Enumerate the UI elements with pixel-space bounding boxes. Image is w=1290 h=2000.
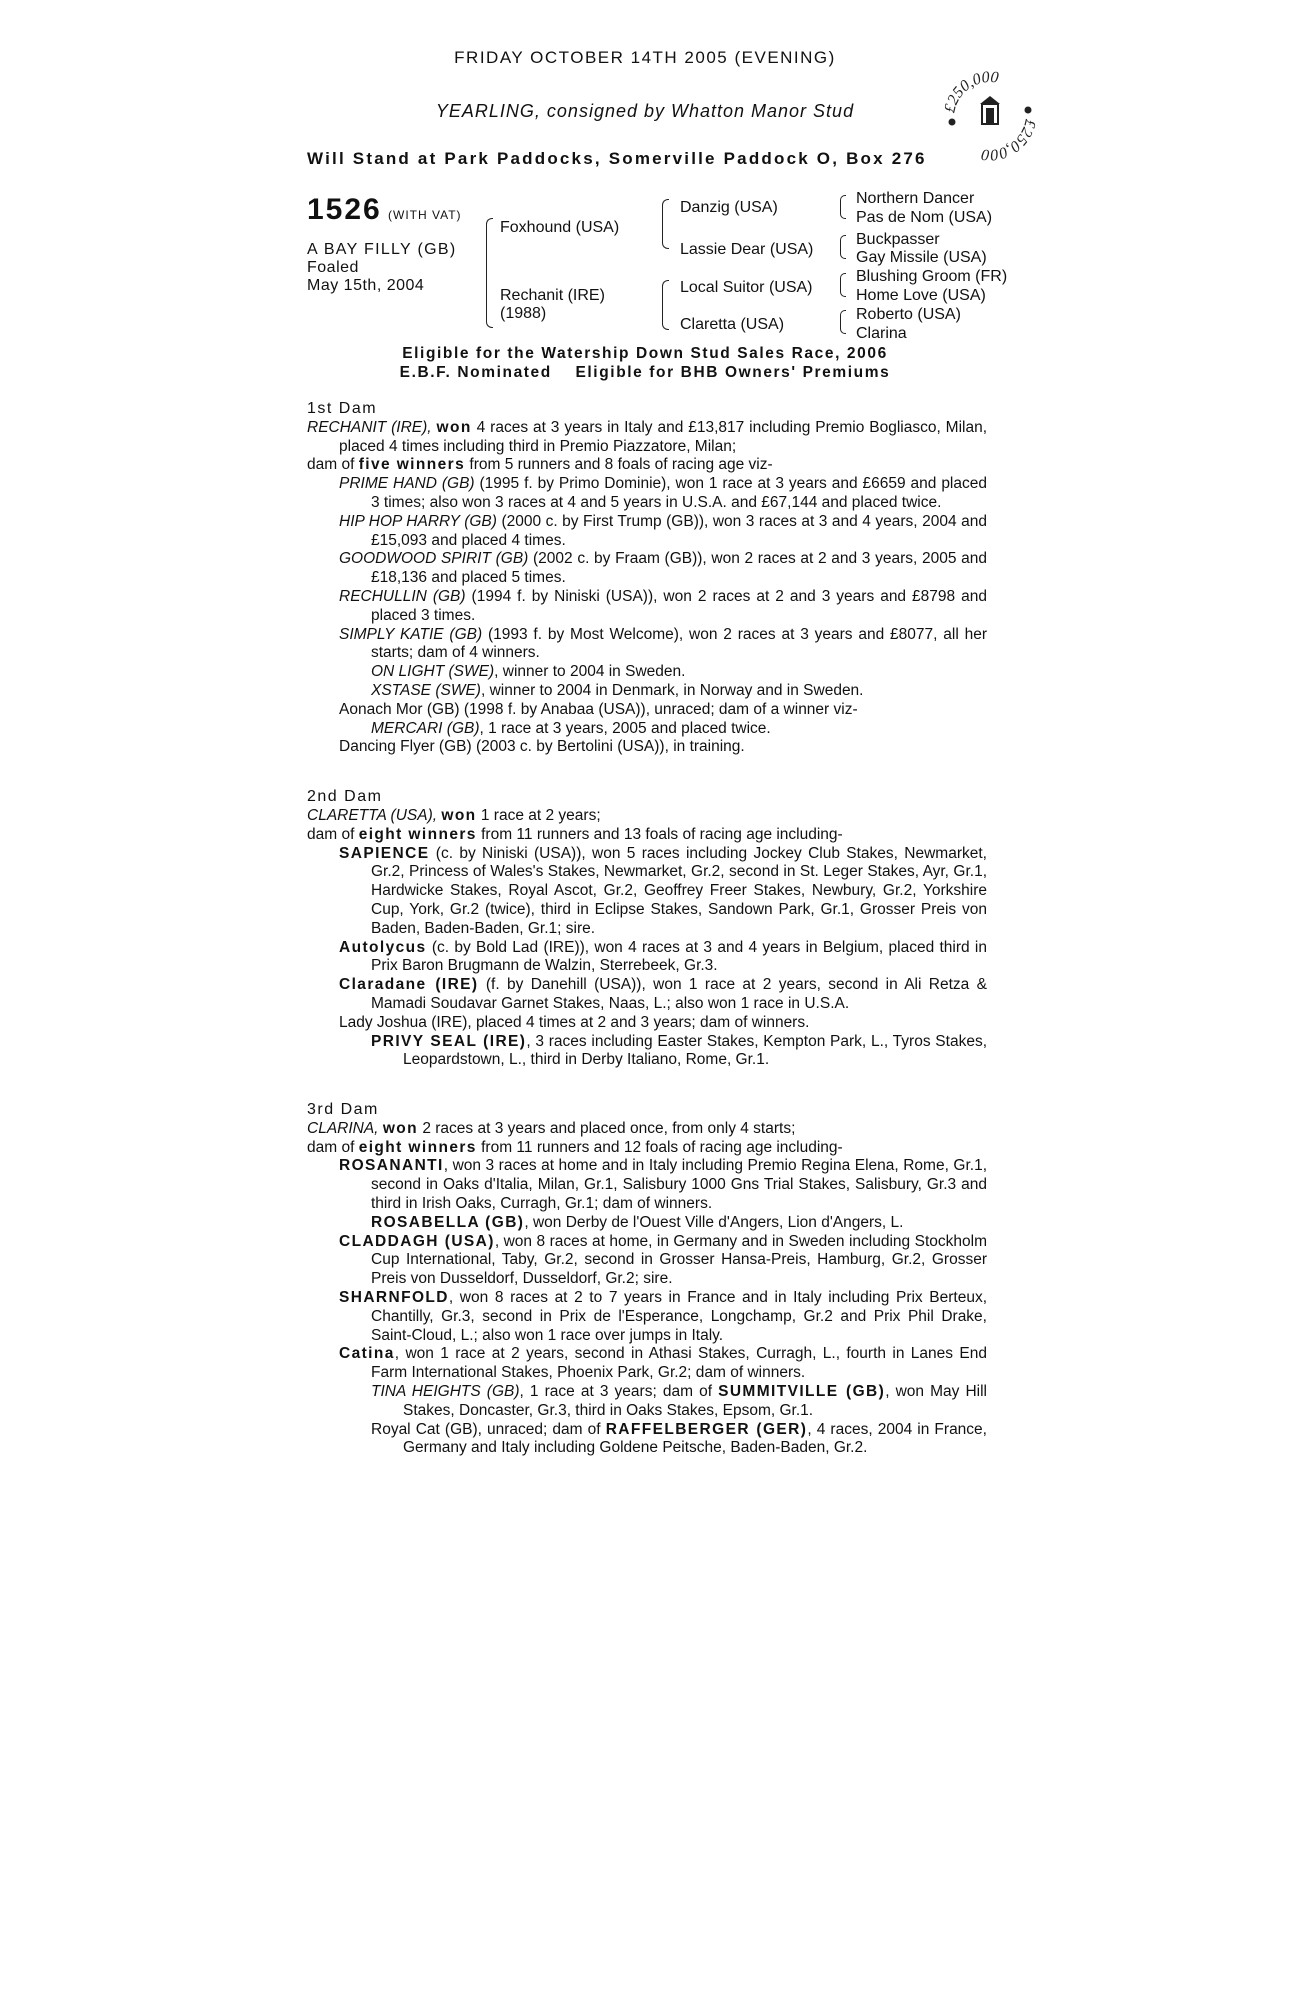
pedigree-brace-dam (662, 280, 669, 330)
list-item: Royal Cat (GB), unraced; dam of RAFFELBERGER (GER), 4 races, 2004 in France, Germany and Italy including Goldene Peitsche, Baden-Baden, Gr.2. (371, 1420, 987, 1457)
first-dam-produce: dam of five winners from 5 runners and 8 foals of racing age viz- (307, 456, 773, 474)
list-item: SHARNFOLD, won 8 races at 2 to 7 years in France and in Italy including Prix Berteux, Chantilly, Gr.3, second in Prix de l'Esperance, Longchamp, Gr.2 and Prix Phil Drake, Saint-Cloud, L.; also won 1 race over jumps in Italy. (339, 1289, 987, 1344)
pedigree-sire: Foxhound (USA) (500, 219, 620, 236)
pedigree-brace-g3 (840, 273, 846, 297)
pedigree-dam-dam: Claretta (USA) (680, 316, 785, 333)
list-item: ON LIGHT (SWE), winner to 2004 in Sweden. (371, 663, 686, 681)
sale-date: FRIDAY OCTOBER 14TH 2005 (EVENING) (454, 48, 836, 67)
premium-seal-icon (940, 66, 1040, 166)
third-dam-produce: dam of eight winners from 11 runners and 12 foals of racing age including- (307, 1138, 843, 1156)
eligibility-ebf: E.B.F. Nominated Eligible for BHB Owners' Premiums (399, 364, 891, 381)
foaled-date: May 15th, 2004 (307, 277, 425, 294)
list-item: Autolycus (c. by Bold Lad (IRE)), won 4 races at 3 and 4 years in Belgium, placed third in Prix Baron Brugmann de Walzin, Sterrebeek, Gr.3. (339, 938, 987, 975)
list-item: SIMPLY KATIE (GB) (1993 f. by Most Welcome), won 2 races at 3 years and £8077, all her starts; dam of 4 winners. (339, 625, 988, 662)
pedigree-brace-sire (662, 199, 669, 249)
lot-number: 1526 (307, 193, 382, 226)
consignor-line: YEARLING, consigned by Whatton Manor Stud (435, 101, 855, 121)
pedigree-g3-4: Gay Missile (USA) (856, 249, 987, 266)
horse-sex-colour: A BAY FILLY (GB) (307, 241, 457, 258)
pedigree-g3-7: Roberto (USA) (856, 306, 961, 323)
pedigree-sire-sire: Danzig (USA) (680, 199, 778, 216)
pedigree-g3-8: Clarina (856, 325, 907, 342)
list-item: PRIME HAND (GB) (1995 f. by Primo Dominie), won 1 race at 3 years and £6659 and placed 3 times; also won 3 races at 4 and 5 years in U.S.A. and £67,144 and placed twice. (339, 475, 987, 511)
list-item: CLADDAGH (USA), won 8 races at home, in Germany and in Sweden including Stockholm Cup International, Taby, Gr.2, second in Grosser Hansa-Preis, Hamburg, Gr.2, Grosser Preis von Dusseldorf, Dusseldorf, Gr.2; sire. (339, 1232, 987, 1288)
list-item: PRIVY SEAL (IRE), 3 races including Easter Stakes, Kempton Park, L., Tyros Stakes, Leopardstown, L., third in Derby Italiano, Rome, Gr.1. (371, 1032, 987, 1069)
pedigree-g3-1: Northern Dancer (856, 190, 975, 207)
pedigree-g3-6: Home Love (USA) (856, 287, 986, 304)
svg-text:£250,000: £250,000 (941, 68, 1000, 115)
list-item: XSTASE (SWE), winner to 2004 in Denmark, in Norway and in Sweden. (371, 681, 864, 699)
pedigree-g3-3: Buckpasser (856, 231, 940, 248)
svg-text:£250,000: £250,000 (980, 117, 1039, 164)
list-item: RECHULLIN (GB) (1994 f. by Niniski (USA)), won 2 races at 2 and 3 years and £8798 and placed 3 times. (339, 587, 987, 624)
list-item: TINA HEIGHTS (GB), 1 race at 3 years; dam of SUMMITVILLE (GB), won May Hill Stakes, Doncaster, Gr.3, third in Oaks Stakes, Epsom, Gr.1. (371, 1383, 987, 1419)
third-dam-title: 3rd Dam (307, 1101, 379, 1119)
list-item: Lady Joshua (IRE), placed 4 times at 2 and 3 years; dam of winners. (339, 1013, 810, 1031)
list-item: MERCARI (GB), 1 race at 3 years, 2005 and placed twice. (371, 719, 771, 737)
list-item: GOODWOOD SPIRIT (GB) (2002 c. by Fraam (GB)), won 2 races at 2 and 3 years, 2005 and £18,136 and placed 5 times. (339, 550, 987, 587)
vat-note: (WITH VAT) (388, 208, 462, 222)
list-item: Dancing Flyer (GB) (2003 c. by Bertolini (USA)), in training. (339, 738, 745, 756)
list-item: ROSABELLA (GB), won Derby de l'Ouest Ville d'Angers, Lion d'Angers, L. (371, 1213, 904, 1231)
horse-description (307, 241, 456, 295)
foaled-label: Foaled (307, 259, 359, 276)
pedigree-brace-main (486, 218, 493, 328)
list-item: Catina, won 1 race at 2 years, second in Athasi Stakes, Curragh, L., fourth in Lanes End Farm International Stakes, Phoenix Park, Gr.2; dam of winners. (339, 1345, 987, 1382)
pedigree-notes (307, 400, 987, 1458)
pedigree-dam-sire: Local Suitor (USA) (680, 279, 813, 296)
pedigree-dam-year: (1988) (500, 305, 547, 322)
pedigree-brace-g4 (840, 310, 846, 334)
second-dam-title: 2nd Dam (307, 788, 383, 806)
second-dam-intro: CLARETTA (USA), won 1 race at 2 years; (307, 806, 601, 824)
pedigree-g3-2: Pas de Nom (USA) (856, 209, 993, 226)
list-item: Aonach Mor (GB) (1998 f. by Anabaa (USA)), unraced; dam of a winner viz- (339, 700, 858, 718)
pedigree-dam: Rechanit (IRE) (500, 287, 605, 304)
pedigree-brace-g1 (840, 195, 846, 219)
stabling-line: Will Stand at Park Paddocks, Somerville Paddock O, Box 276 (307, 149, 927, 168)
first-dam-title: 1st Dam (307, 400, 378, 417)
list-item: Claradane (IRE) (f. by Danehill (USA)), won 1 race at 2 years, second in Ali Retza & Mamadi Soudavar Garnet Stakes, Naas, L.; also won 1 race in U.S.A. (339, 976, 987, 1012)
pedigree-g3-5: Blushing Groom (FR) (856, 268, 1008, 285)
eligibility-sales-race: Eligible for the Watership Down Stud Sales Race, 2006 (402, 345, 888, 362)
list-item: ROSANANTI, won 3 races at home and in Italy including Premio Regina Elena, Rome, Gr.1, second in Oaks d'Italia, Milan, Gr.1, Salisbury 1000 Gns Trial Stakes, Salisbury, Gr.3 and third in Irish Oaks, Curragh, Gr.1; dam of winners. (339, 1157, 987, 1213)
first-dam-intro: RECHANIT (IRE), won 4 races at 3 years in Italy and £13,817 including Premio Bogliasco, Milan, placed 4 times including third in Premio Piazzatore, Milan; (307, 418, 988, 455)
second-dam-produce: dam of eight winners from 11 runners and 13 foals of racing age including- (307, 825, 843, 843)
third-dam-intro: CLARINA, won 2 races at 3 years and placed once, from only 4 starts; (307, 1119, 796, 1137)
pedigree-sire-dam: Lassie Dear (USA) (680, 241, 814, 258)
pedigree-brace-g2 (840, 235, 846, 259)
list-item: SAPIENCE (c. by Niniski (USA)), won 5 races including Jockey Club Stakes, Newmarket, Gr.2, Princess of Wales's Stakes, Newmarket, Gr.2, second in St. Leger Stakes, Ayr, Gr.1, Hardwicke Stakes, Royal Ascot, Gr.2, Geoffrey Freer Stakes, Newbury, Gr.2, Yorkshire Cup, York, Gr.2 (twice), third in Eclipse Stakes, Sandown Park, Gr.1, Grosser Preis von Baden, Baden-Baden, Gr.1; sire. (339, 844, 987, 937)
list-item: HIP HOP HARRY (GB) (2000 c. by First Trump (GB)), won 3 races at 3 and 4 years, 2004 and £15,093 and placed 4 times. (339, 512, 987, 549)
